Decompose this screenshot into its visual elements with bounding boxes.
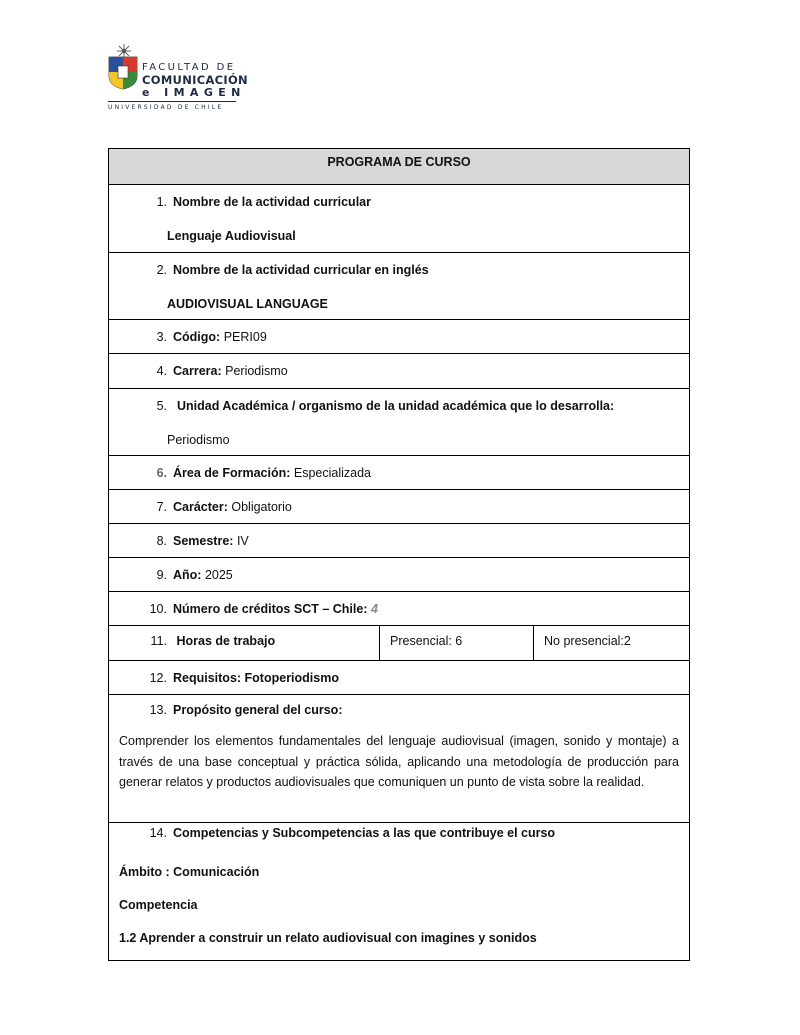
- row-number: 8.: [156, 534, 167, 548]
- activity-name-value: Lenguaje Audiovisual: [167, 229, 296, 243]
- competence-item: 1.2 Aprender a construir un relato audiovisual con imagines y sonidos: [119, 931, 537, 945]
- row-label: Horas de trabajo: [176, 634, 276, 648]
- university-shield-icon: [108, 56, 138, 90]
- general-purpose-text: Comprender los elementos fundamentales del lenguaje audiovisual (imagen, sonido y montaje) a través de una base conceptual y práctica sólida, aplicando una metodología de producción para generar relatos y productos audiovisuales que comuniquen un punto de vista sobre la realidad.: [119, 734, 679, 789]
- code-value: PERI09: [223, 330, 267, 344]
- row-number: 11.: [150, 634, 167, 648]
- row-activity-name-english: [109, 252, 689, 319]
- table-title: PROGRAMA DE CURSO: [109, 149, 689, 184]
- logo-line-university: UNIVERSIDAD DE CHILE: [108, 104, 224, 111]
- row-semester: [109, 523, 689, 557]
- row-number: 12.: [149, 671, 167, 685]
- row-number: 4.: [156, 364, 167, 378]
- course-program-table: [108, 148, 690, 961]
- row-character: [109, 489, 689, 523]
- logo-line-communication: COMUNICACIÓN: [142, 73, 248, 87]
- row-general-purpose: [109, 694, 689, 822]
- remote-hours-cell: No presencial:2: [533, 626, 689, 660]
- row-number: 1.: [156, 195, 167, 209]
- in-person-hours-cell: Presencial: 6: [379, 626, 533, 660]
- row-number: 9.: [156, 568, 167, 582]
- row-competencies: [109, 822, 689, 960]
- work-hours-label-cell: [109, 626, 379, 660]
- row-number: 6.: [156, 466, 167, 480]
- row-number: 3.: [156, 330, 167, 344]
- row-label: Unidad Académica / organismo de la unidad académica que lo desarrolla:: [177, 399, 615, 413]
- row-number: 5.: [156, 399, 167, 413]
- faculty-logo: [108, 44, 248, 114]
- row-label: Requisitos: Fotoperiodismo: [173, 671, 339, 685]
- row-number: 7.: [156, 500, 167, 514]
- row-career: [109, 353, 689, 388]
- row-number: 14.: [149, 826, 167, 840]
- row-activity-name: [109, 184, 689, 252]
- row-label: Nombre de la actividad curricular: [173, 195, 371, 209]
- competence-heading: Competencia: [119, 898, 198, 912]
- credits-value: 4: [370, 602, 378, 616]
- row-label: Código:: [173, 330, 221, 344]
- academic-unit-value: Periodismo: [167, 433, 230, 447]
- row-label: Número de créditos SCT – Chile:: [173, 602, 368, 616]
- row-label: Propósito general del curso:: [173, 703, 343, 717]
- row-requirements: [109, 660, 689, 694]
- row-code: [109, 319, 689, 353]
- row-label: Competencias y Subcompetencias a las que contribuye el curso: [173, 826, 556, 840]
- row-credits: [109, 591, 689, 625]
- row-number: 10.: [149, 602, 167, 616]
- logo-divider: [108, 101, 236, 102]
- row-number: 2.: [156, 263, 167, 277]
- semester-value: IV: [236, 534, 249, 548]
- row-label: Semestre:: [173, 534, 234, 548]
- row-label: Área de Formación:: [173, 466, 291, 480]
- character-value: Obligatorio: [231, 500, 292, 514]
- activity-name-english-value: AUDIOVISUAL LANGUAGE: [167, 297, 328, 311]
- row-number: 13.: [149, 703, 167, 717]
- row-label: Carrera:: [173, 364, 222, 378]
- logo-line-faculty: FACULTAD DE: [142, 62, 236, 73]
- row-academic-unit: [109, 388, 689, 455]
- logo-line-image: e IMAGEN: [142, 86, 246, 99]
- scope-label: Ámbito : Comunicación: [119, 865, 260, 879]
- row-year: [109, 557, 689, 591]
- training-area-value: Especializada: [293, 466, 372, 480]
- row-work-hours: [109, 625, 689, 660]
- row-label: Año:: [173, 568, 202, 582]
- row-training-area: [109, 455, 689, 489]
- career-value: Periodismo: [225, 364, 288, 378]
- row-label: Carácter:: [173, 500, 228, 514]
- year-value: 2025: [204, 568, 233, 582]
- row-label: Nombre de la actividad curricular en inglés: [173, 263, 429, 277]
